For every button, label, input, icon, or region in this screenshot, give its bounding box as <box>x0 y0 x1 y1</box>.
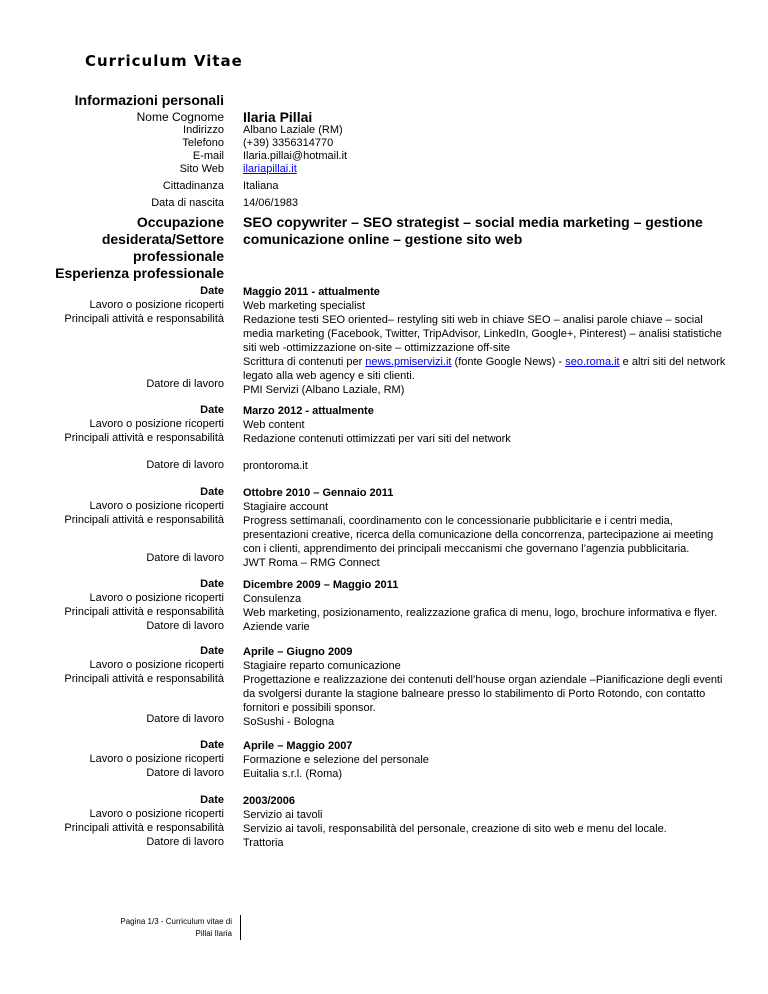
job-activities-label: Principali attività e responsabilità <box>64 822 224 834</box>
job-activities-label: Principali attività e responsabilità <box>64 432 224 444</box>
website-label: Sito Web <box>179 163 224 175</box>
cv-title: Curriculum Vitae <box>85 52 243 70</box>
job-date: Ottobre 2010 – Gennaio 2011 <box>243 487 394 499</box>
job-activities-line: Servizio ai tavoli, responsabilità del personale, creazione di sito web e menu del locale. <box>243 823 667 835</box>
job-activities-line: Redazione contenuti ottimizzati per vari siti del network <box>243 433 511 445</box>
occupation-value-2: comunicazione online – gestione sito web <box>243 231 523 247</box>
email-value: Ilaria.pillai@hotmail.it <box>243 150 348 162</box>
experience-heading: Esperienza professionale <box>55 265 224 281</box>
job-position: Stagiaire account <box>243 501 328 513</box>
job-activities-line: fornitori e possibili sponsor. <box>243 702 376 714</box>
job-date-label: Date <box>200 285 224 297</box>
job-position: Formazione e selezione del personale <box>243 754 429 766</box>
job-position-label: Lavoro o posizione ricoperti <box>89 299 224 311</box>
job-activities-line: Progress settimanali, coordinamento con le concessionarie pubblicitarie e i centri media, <box>243 515 673 527</box>
job-activities-line: Web marketing, posizionamento, realizzazione grafica di menu, logo, brochure informativa e flyer. <box>243 607 718 619</box>
job-employer: SoSushi - Bologna <box>243 716 335 728</box>
seo-roma-link[interactable]: seo.roma.it <box>565 356 620 368</box>
job-activities-line: Progettazione e realizzazione dei contenuti dell’house organ aziendale –Pianificazione degli eventi <box>243 674 723 686</box>
birth-label: Data di nascita <box>151 197 224 209</box>
job-employer-label: Datore di lavoro <box>146 552 224 564</box>
job-position-label: Lavoro o posizione ricoperti <box>89 418 224 430</box>
occupation-label-2: desiderata/Settore <box>101 231 224 247</box>
personal-heading: Informazioni personali <box>74 92 224 108</box>
job-position: Stagiaire reparto comunicazione <box>243 660 401 672</box>
job-employer-label: Datore di lavoro <box>146 378 224 390</box>
website-link[interactable]: ilariapillai.it <box>243 163 297 175</box>
job-activities-label: Principali attività e responsabilità <box>64 673 224 685</box>
job-date-label: Date <box>200 486 224 498</box>
job-employer-label: Datore di lavoro <box>146 836 224 848</box>
job-activities-line: da svolgersi durante la stagione balneare presso lo stabilimento di Porto Rotondo, con contatto <box>243 688 706 700</box>
job-activities-line: presentazioni creative, ricerca della comunicazione della concorrenza, partecipazione ai meeting <box>243 529 714 541</box>
job-employer: Aziende varie <box>243 621 310 633</box>
job-date: 2003/2006 <box>243 795 295 807</box>
job-date-label: Date <box>200 645 224 657</box>
address-value: Albano Laziale (RM) <box>243 124 343 136</box>
job-position: Servizio ai tavoli <box>243 809 323 821</box>
footer-line: Pillai Ilaria <box>195 929 232 938</box>
job-activities-text: Scrittura di contenuti per <box>243 356 366 368</box>
job-position-label: Lavoro o posizione ricoperti <box>89 753 224 765</box>
job-employer-label: Datore di lavoro <box>146 620 224 632</box>
job-activities-line: legato alla web agency e siti clienti. <box>243 370 415 382</box>
job-position: Web marketing specialist <box>243 300 366 312</box>
job-date-label: Date <box>200 794 224 806</box>
occupation-value-1: SEO copywriter – SEO strategist – social media marketing – gestione <box>243 214 703 230</box>
job-activities-label: Principali attività e responsabilità <box>64 514 224 526</box>
job-position-label: Lavoro o posizione ricoperti <box>89 659 224 671</box>
job-date: Aprile – Giugno 2009 <box>243 646 353 658</box>
phone-label: Telefono <box>182 137 224 149</box>
job-position: Consulenza <box>243 593 302 605</box>
occupation-label-1: Occupazione <box>136 214 224 230</box>
job-activities-label: Principali attività e responsabilità <box>64 313 224 325</box>
birth-value: 14/06/1983 <box>243 197 299 209</box>
footer-divider <box>240 915 241 940</box>
address-label: Indirizzo <box>183 124 224 136</box>
job-position-label: Lavoro o posizione ricoperti <box>89 500 224 512</box>
job-date: Dicembre 2009 – Maggio 2011 <box>243 579 399 591</box>
job-employer-label: Datore di lavoro <box>146 767 224 779</box>
job-position-label: Lavoro o posizione ricoperti <box>89 592 224 604</box>
job-employer: Euitalia s.r.l. (Roma) <box>243 768 343 780</box>
job-activities-line: siti web -ottimizzazione on-site – ottimizzazione off-site <box>243 342 510 354</box>
name-value: Ilaria Pillai <box>243 109 313 125</box>
citizenship-value: Italiana <box>243 180 279 192</box>
phone-value: (+39) 3356314770 <box>243 137 334 149</box>
job-position: Web content <box>243 419 305 431</box>
job-activities-line <box>243 355 725 369</box>
job-employer: Trattoria <box>243 837 284 849</box>
job-date-label: Date <box>200 404 224 416</box>
job-date: Aprile – Maggio 2007 <box>243 740 353 752</box>
job-activities-label: Principali attività e responsabilità <box>64 606 224 618</box>
job-date-label: Date <box>200 578 224 590</box>
email-label: E-mail <box>192 150 224 162</box>
job-date-label: Date <box>200 739 224 751</box>
footer-line: Pagina 1/3 - Curriculum vitae di <box>120 917 232 926</box>
job-activities-line: Redazione testi SEO oriented– restyling siti web in chiave SEO – analisi parole chiave – social <box>243 314 703 326</box>
job-employer: JWT Roma – RMG Connect <box>243 557 380 569</box>
job-employer: prontoroma.it <box>243 460 308 472</box>
job-activities-line: con i clienti, apprendimento dei principali meccanismi che governano l’agenzia pubblicitaria. <box>243 543 690 555</box>
job-employer-label: Datore di lavoro <box>146 713 224 725</box>
job-date: Maggio 2011 - attualmente <box>243 286 380 298</box>
job-employer: PMI Servizi (Albano Laziale, RM) <box>243 384 405 396</box>
name-label: Nome Cognome <box>136 110 224 124</box>
job-position-label: Lavoro o posizione ricoperti <box>89 808 224 820</box>
job-activities-text: (fonte Google News) - <box>451 356 566 368</box>
page-footer <box>120 916 232 940</box>
job-date: Marzo 2012 - attualmente <box>243 405 374 417</box>
job-employer-label: Datore di lavoro <box>146 459 224 471</box>
job-activities-text: e altri siti del network <box>619 356 726 368</box>
occupation-label-3: professionale <box>132 248 224 264</box>
citizenship-label: Cittadinanza <box>162 180 224 192</box>
job-activities-line: media marketing (Facebook, Twitter, TripAdvisor, LinkedIn, Google+, Pinterest) – analisi statistiche <box>243 328 722 340</box>
pmiservizi-link[interactable]: news.pmiservizi.it <box>365 356 452 368</box>
